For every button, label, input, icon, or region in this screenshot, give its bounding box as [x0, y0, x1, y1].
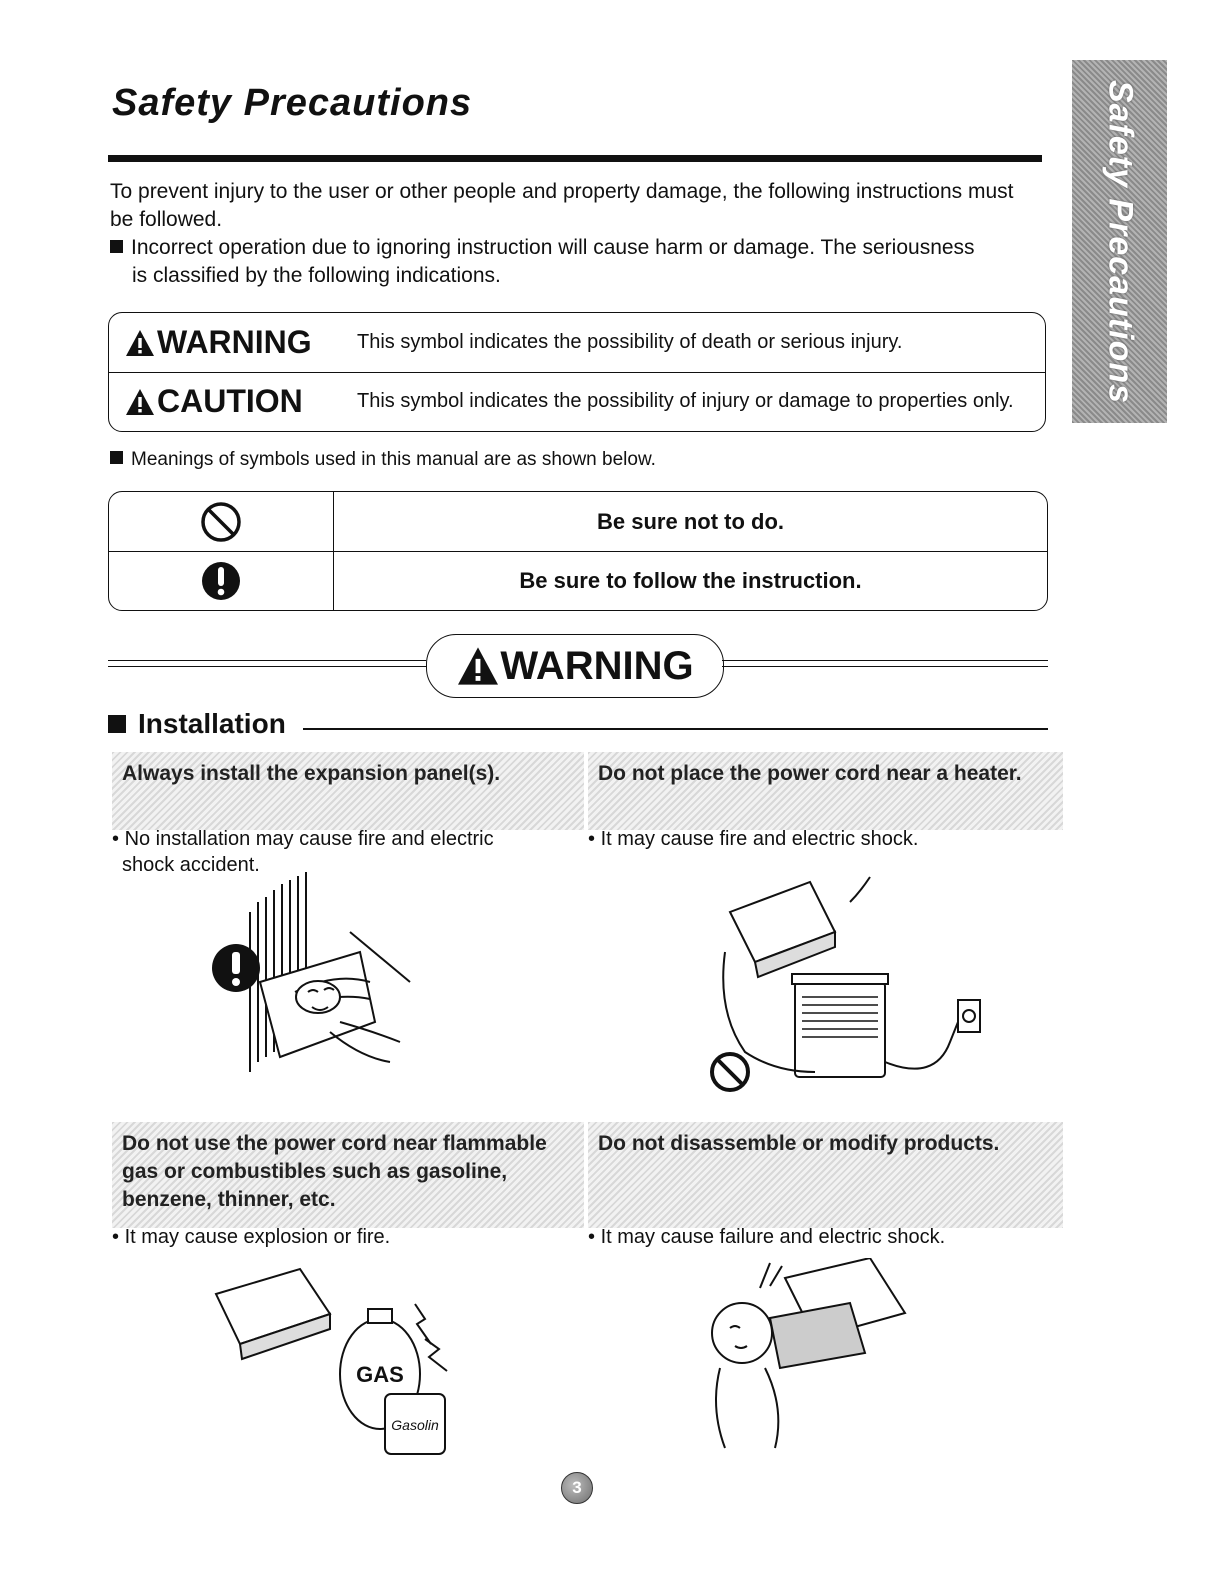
warning-triangle-icon [456, 646, 500, 686]
caution-triangle-icon [125, 388, 155, 416]
item-banner: Do not disassemble or modify products. [588, 1122, 1063, 1228]
item-text [588, 826, 1028, 852]
item-text [588, 1224, 1028, 1250]
warning-triangle-icon [125, 329, 155, 357]
bullet-square-icon [108, 715, 126, 733]
warning-heading-label: WARNING [500, 643, 694, 688]
gasolin-label: Gasolin [391, 1417, 439, 1433]
gas-label: GAS [356, 1362, 404, 1387]
intro-line-3: is classified by the following indications. [132, 264, 501, 287]
symbol-text-prohibit: Be sure not to do. [597, 508, 784, 534]
item-text-line: It may cause fire and electric shock. [600, 828, 919, 850]
symbol-table [108, 491, 1048, 611]
signal-word-warning [109, 324, 357, 361]
item-bullet: • [588, 1226, 601, 1248]
disassemble-illustration [690, 1258, 930, 1453]
page-number: 3 [561, 1472, 593, 1504]
item-text-line: shock accident. [122, 854, 260, 876]
signal-word-caution-label: CAUTION [157, 383, 303, 419]
symbol-cell [109, 551, 334, 610]
item-text-line: No installation may cause fire and electric [124, 828, 494, 850]
intro-text [110, 178, 1040, 290]
gas-illustration [210, 1264, 450, 1464]
section-rule [303, 728, 1048, 730]
item-text [112, 826, 552, 878]
item-banner: Do not place the power cord near a heater. [588, 752, 1063, 830]
symbol-cell [109, 492, 334, 551]
item-banner: Do not use the power cord near flammable gas or combustibles such as gasoline, benzene, thinner, etc. [112, 1122, 584, 1228]
title-rule [108, 155, 1042, 162]
symbol-row-prohibit [109, 492, 1047, 552]
intro-line-2 [110, 234, 1040, 262]
item-banner: Always install the expansion panel(s). [112, 752, 584, 830]
bullet-square-icon [110, 451, 123, 464]
warning-divider-right [722, 660, 1048, 667]
item-bullet: • [112, 828, 125, 850]
intro-line-2-text: Incorrect operation due to ignoring instruction will cause harm or damage. The seriousness [131, 236, 975, 259]
prohibition-icon [199, 500, 243, 544]
signal-words-table [108, 312, 1046, 432]
page-title: Safety Precautions [112, 82, 473, 124]
signal-text-caution: This symbol indicates the possibility of injury or damage to properties only. [357, 390, 1014, 412]
exclamation-icon [199, 559, 243, 603]
item-text-line: It may cause failure and electric shock. [600, 1226, 946, 1248]
side-tab-label: Safety Precautions [1101, 79, 1139, 404]
section-heading [108, 708, 286, 740]
item-text-line: It may cause explosion or fire. [124, 1226, 391, 1248]
warning-heading [426, 634, 724, 698]
symbols-intro [110, 449, 656, 471]
symbol-row-follow [109, 551, 1047, 610]
symbols-intro-text: Meanings of symbols used in this manual are as shown below. [131, 449, 656, 470]
ac-window-illustration [200, 872, 420, 1087]
signal-row-caution [109, 372, 1045, 431]
warning-divider-left [108, 660, 426, 667]
intro-line-1: To prevent injury to the user or other people and property damage, the following instructions must be followed. [110, 180, 1014, 231]
signal-text-warning: This symbol indicates the possibility of death or serious injury. [357, 331, 903, 353]
bullet-square-icon [110, 240, 123, 253]
signal-word-caution [109, 383, 357, 420]
signal-word-warning-label: WARNING [157, 324, 312, 360]
symbol-text-follow: Be sure to follow the instruction. [519, 567, 862, 593]
item-bullet: • [112, 1226, 125, 1248]
item-text [112, 1224, 552, 1250]
signal-row-warning [109, 313, 1045, 373]
side-tab [1072, 60, 1167, 423]
item-bullet: • [588, 828, 601, 850]
heater-cord-illustration [700, 872, 990, 1092]
section-heading-label: Installation [138, 708, 286, 739]
